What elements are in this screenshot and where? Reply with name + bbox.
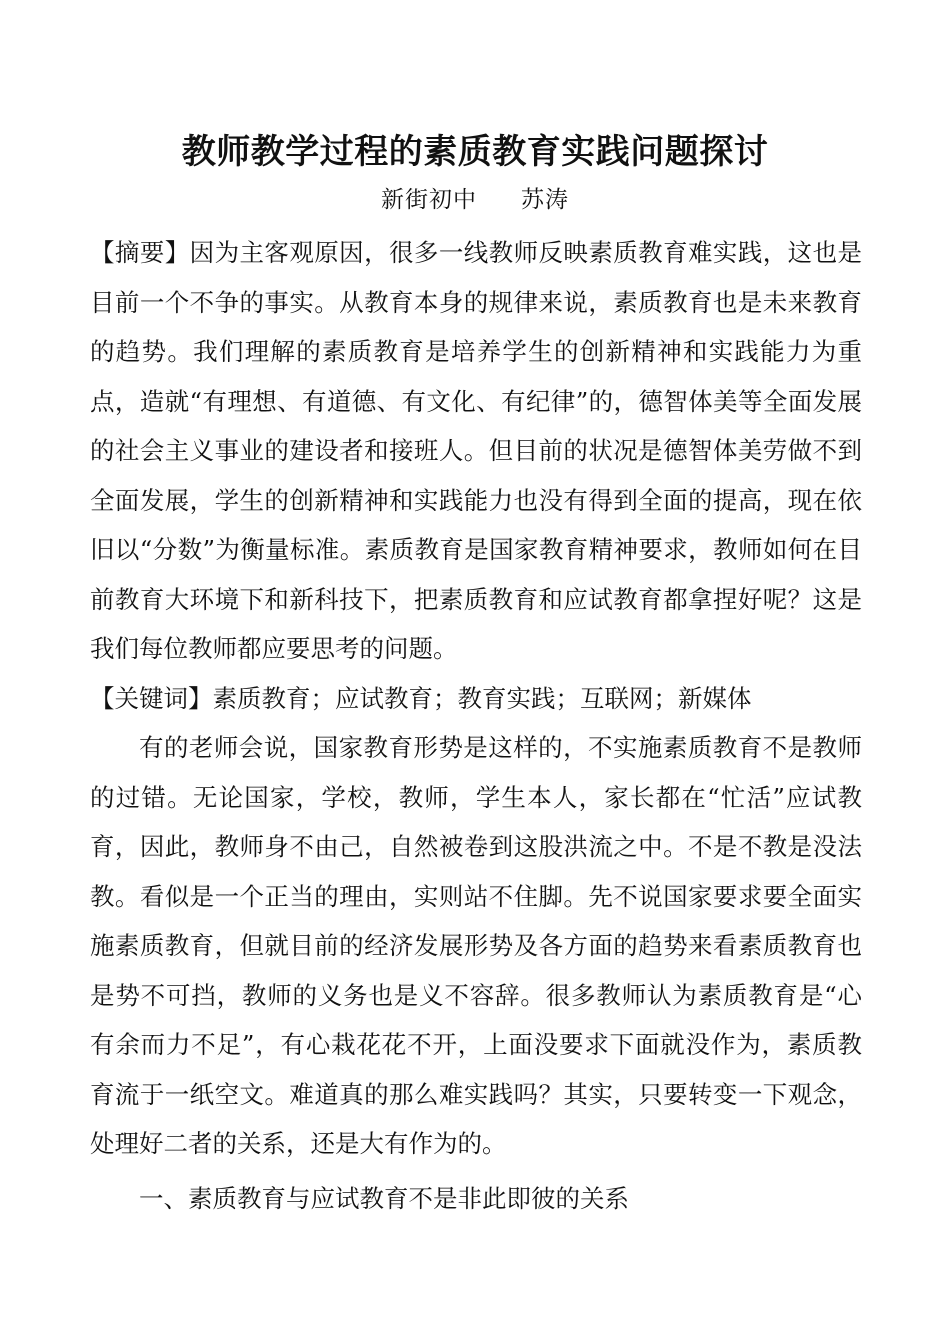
author-school: 新街初中	[381, 187, 477, 213]
body-paragraph-1: 有的老师会说，国家教育形势是这样的，不实施素质教育不是教师的过错。无论国家，学校，教师，学生本人，家长都在“忙活”应试教育，因此，教师身不由己，自然被卷到这股洪流之中。不是不教是没法教。看似是一个正当的理由，实则站不住脚。先不说国家要求要全面实施素质教育，但就目前的经济发展形势及各方面的趋势来看素质教育也是势不可挡，教师的义务也是义不容辞。很多教师认为素质教育是“心有余而力不足”，有心栽花花不开，上面没要求下面就没作为，素质教育流于一纸空文。难道真的那么难实践吗？其实，只要转变一下观念，处理好二者的关系，还是大有作为的。	[90, 733, 862, 1158]
section-heading-1: 一、素质教育与应试教育不是非此即彼的关系	[139, 1183, 629, 1213]
document-body	[90, 228, 862, 1223]
byline	[0, 184, 950, 216]
keywords-paragraph	[90, 674, 862, 724]
abstract-text: 因为主客观原因，很多一线教师反映素质教育难实践，这也是目前一个不争的事实。从教育本身的规律来说，素质教育也是未来教育的趋势。我们理解的素质教育是培养学生的创新精神和实践能力为重点，造就“有理想、有道德、有文化、有纪律”的，德智体美等全面发展的社会主义事业的建设者和接班人。但目前的状况是德智体美劳做不到全面发展，学生的创新精神和实践能力也没有得到全面的提高，现在依旧以“分数”为衡量标准。素质教育是国家教育精神要求，教师如何在目前教育大环境下和新科技下，把素质教育和应试教育都拿捏好呢？这是我们每位教师都应要思考的问题。	[90, 238, 863, 663]
author-name: 苏涛	[521, 187, 569, 213]
abstract-label: 【摘要】	[90, 238, 190, 267]
keywords-label: 【关键词】	[90, 683, 213, 713]
abstract-paragraph	[90, 228, 862, 674]
document-title: 教师教学过程的素质教育实践问题探讨	[181, 132, 769, 172]
keywords-text: 素质教育；应试教育；教育实践；互联网；新媒体	[212, 683, 752, 713]
